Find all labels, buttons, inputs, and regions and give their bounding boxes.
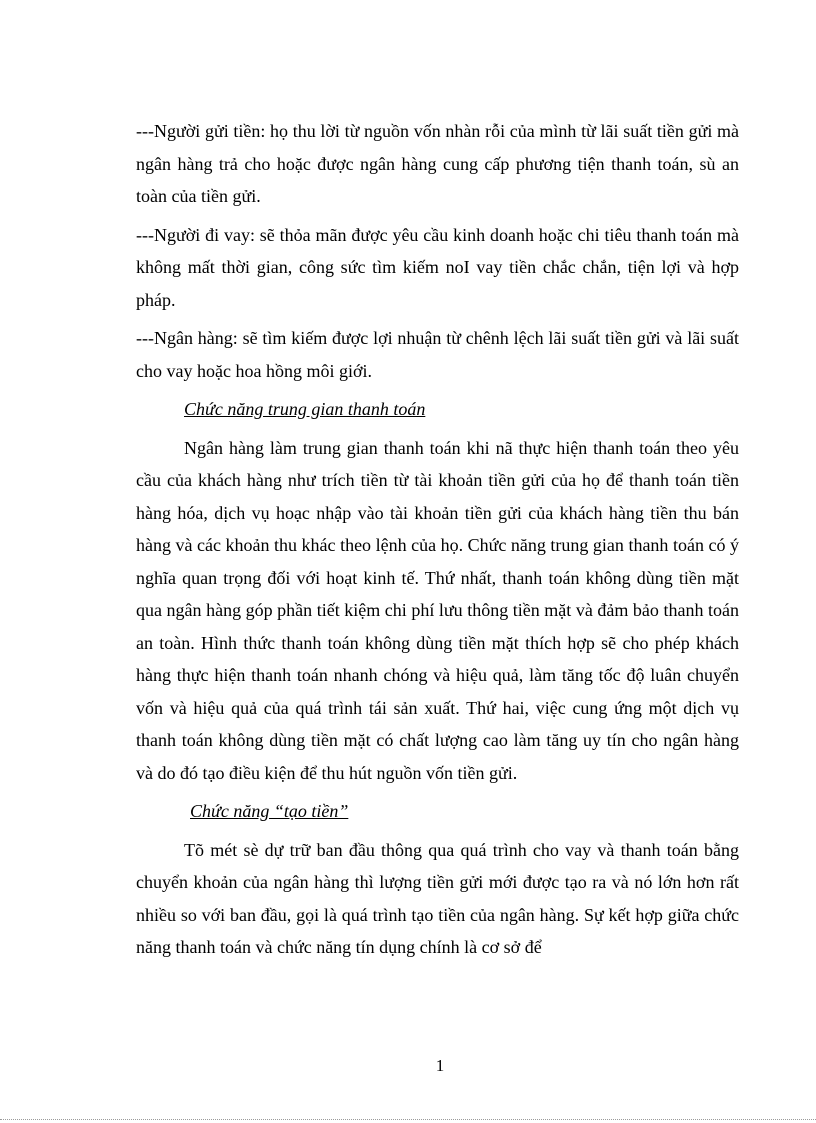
page-bottom-border	[0, 1119, 816, 1120]
section-heading-money-creation: Chức năng “tạo tiền”	[190, 801, 349, 821]
paragraph-depositors: ---Người gửi tiền: họ thu lời từ nguồn vốn nhàn rỗi của mình từ lãi suất tiền gửi mà ngân hàng trả cho hoặc được ngân hàng cung cấp phương tiện thanh toán, sù an toàn của tiền gửi.	[136, 121, 739, 206]
section-heading-payment-intermediary: Chức năng trung gian thanh toán	[184, 399, 426, 419]
paragraph-payment-intermediary: Ngân hàng làm trung gian thanh toán khi nã thực hiện thanh toán theo yêu cầu của khách hàng như trích tiền từ tài khoản tiền gửi của họ để thanh toán tiền hàng hóa, dịch vụ hoạc nhập vào tài khoản tiền gửi của khách hàng tiền thu bán hàng và các khoản thu khác theo lệnh của họ. Chức năng trung gian thanh toán có ý nghĩa quan trọng đối với hoạt kinh tế. Thứ nhất, thanh toán không dùng tiền mặt qua ngân hàng góp phần tiết kiệm chi phí lưu thông tiền mặt và đảm bảo thanh toán an toàn. Hình thức thanh toán không dùng tiền mặt thích hợp sẽ cho phép khách hàng thực hiện thanh toán nhanh chóng và hiệu quả, làm tăng tốc độ luân chuyển vốn và hiệu quả của quá trình tái sản xuất. Thứ hai, việc cung ứng một dịch vụ thanh toán không dùng tiền mặt có chất lượng cao làm tăng uy tín cho ngân hàng và do đó tạo điều kiện để thu hút nguồn vốn tiền gửi.	[136, 437, 739, 783]
body-text	[136, 115, 739, 970]
page-number: 1	[435, 1056, 445, 1075]
paragraph-banks: ---Ngân hàng: sẽ tìm kiếm được lợi nhuận từ chênh lệch lãi suất tiền gửi và lãi suất cho vay hoặc hoa hồng môi giới.	[136, 328, 739, 381]
paragraph-borrowers: ---Người đi vay: sẽ thỏa mãn được yêu cầu kinh doanh hoặc chi tiêu thanh toán mà không mất thời gian, công sức tìm kiếm noI vay tiền chắc chắn, tiện lợi và hợp pháp.	[136, 224, 739, 310]
paragraph-money-creation: Tõ mét sè dự trữ ban đầu thông qua quá trình cho vay và thanh toán bằng chuyển khoản của ngân hàng thì lượng tiền gửi mới được tạo ra và nó lớn hơn rất nhiều so với ban đầu, gọi là quá trình tạo tiền của ngân hàng. Sự kết hợp giữa chức năng thanh toán và chức năng tín dụng chính là cơ sở để	[136, 839, 739, 957]
